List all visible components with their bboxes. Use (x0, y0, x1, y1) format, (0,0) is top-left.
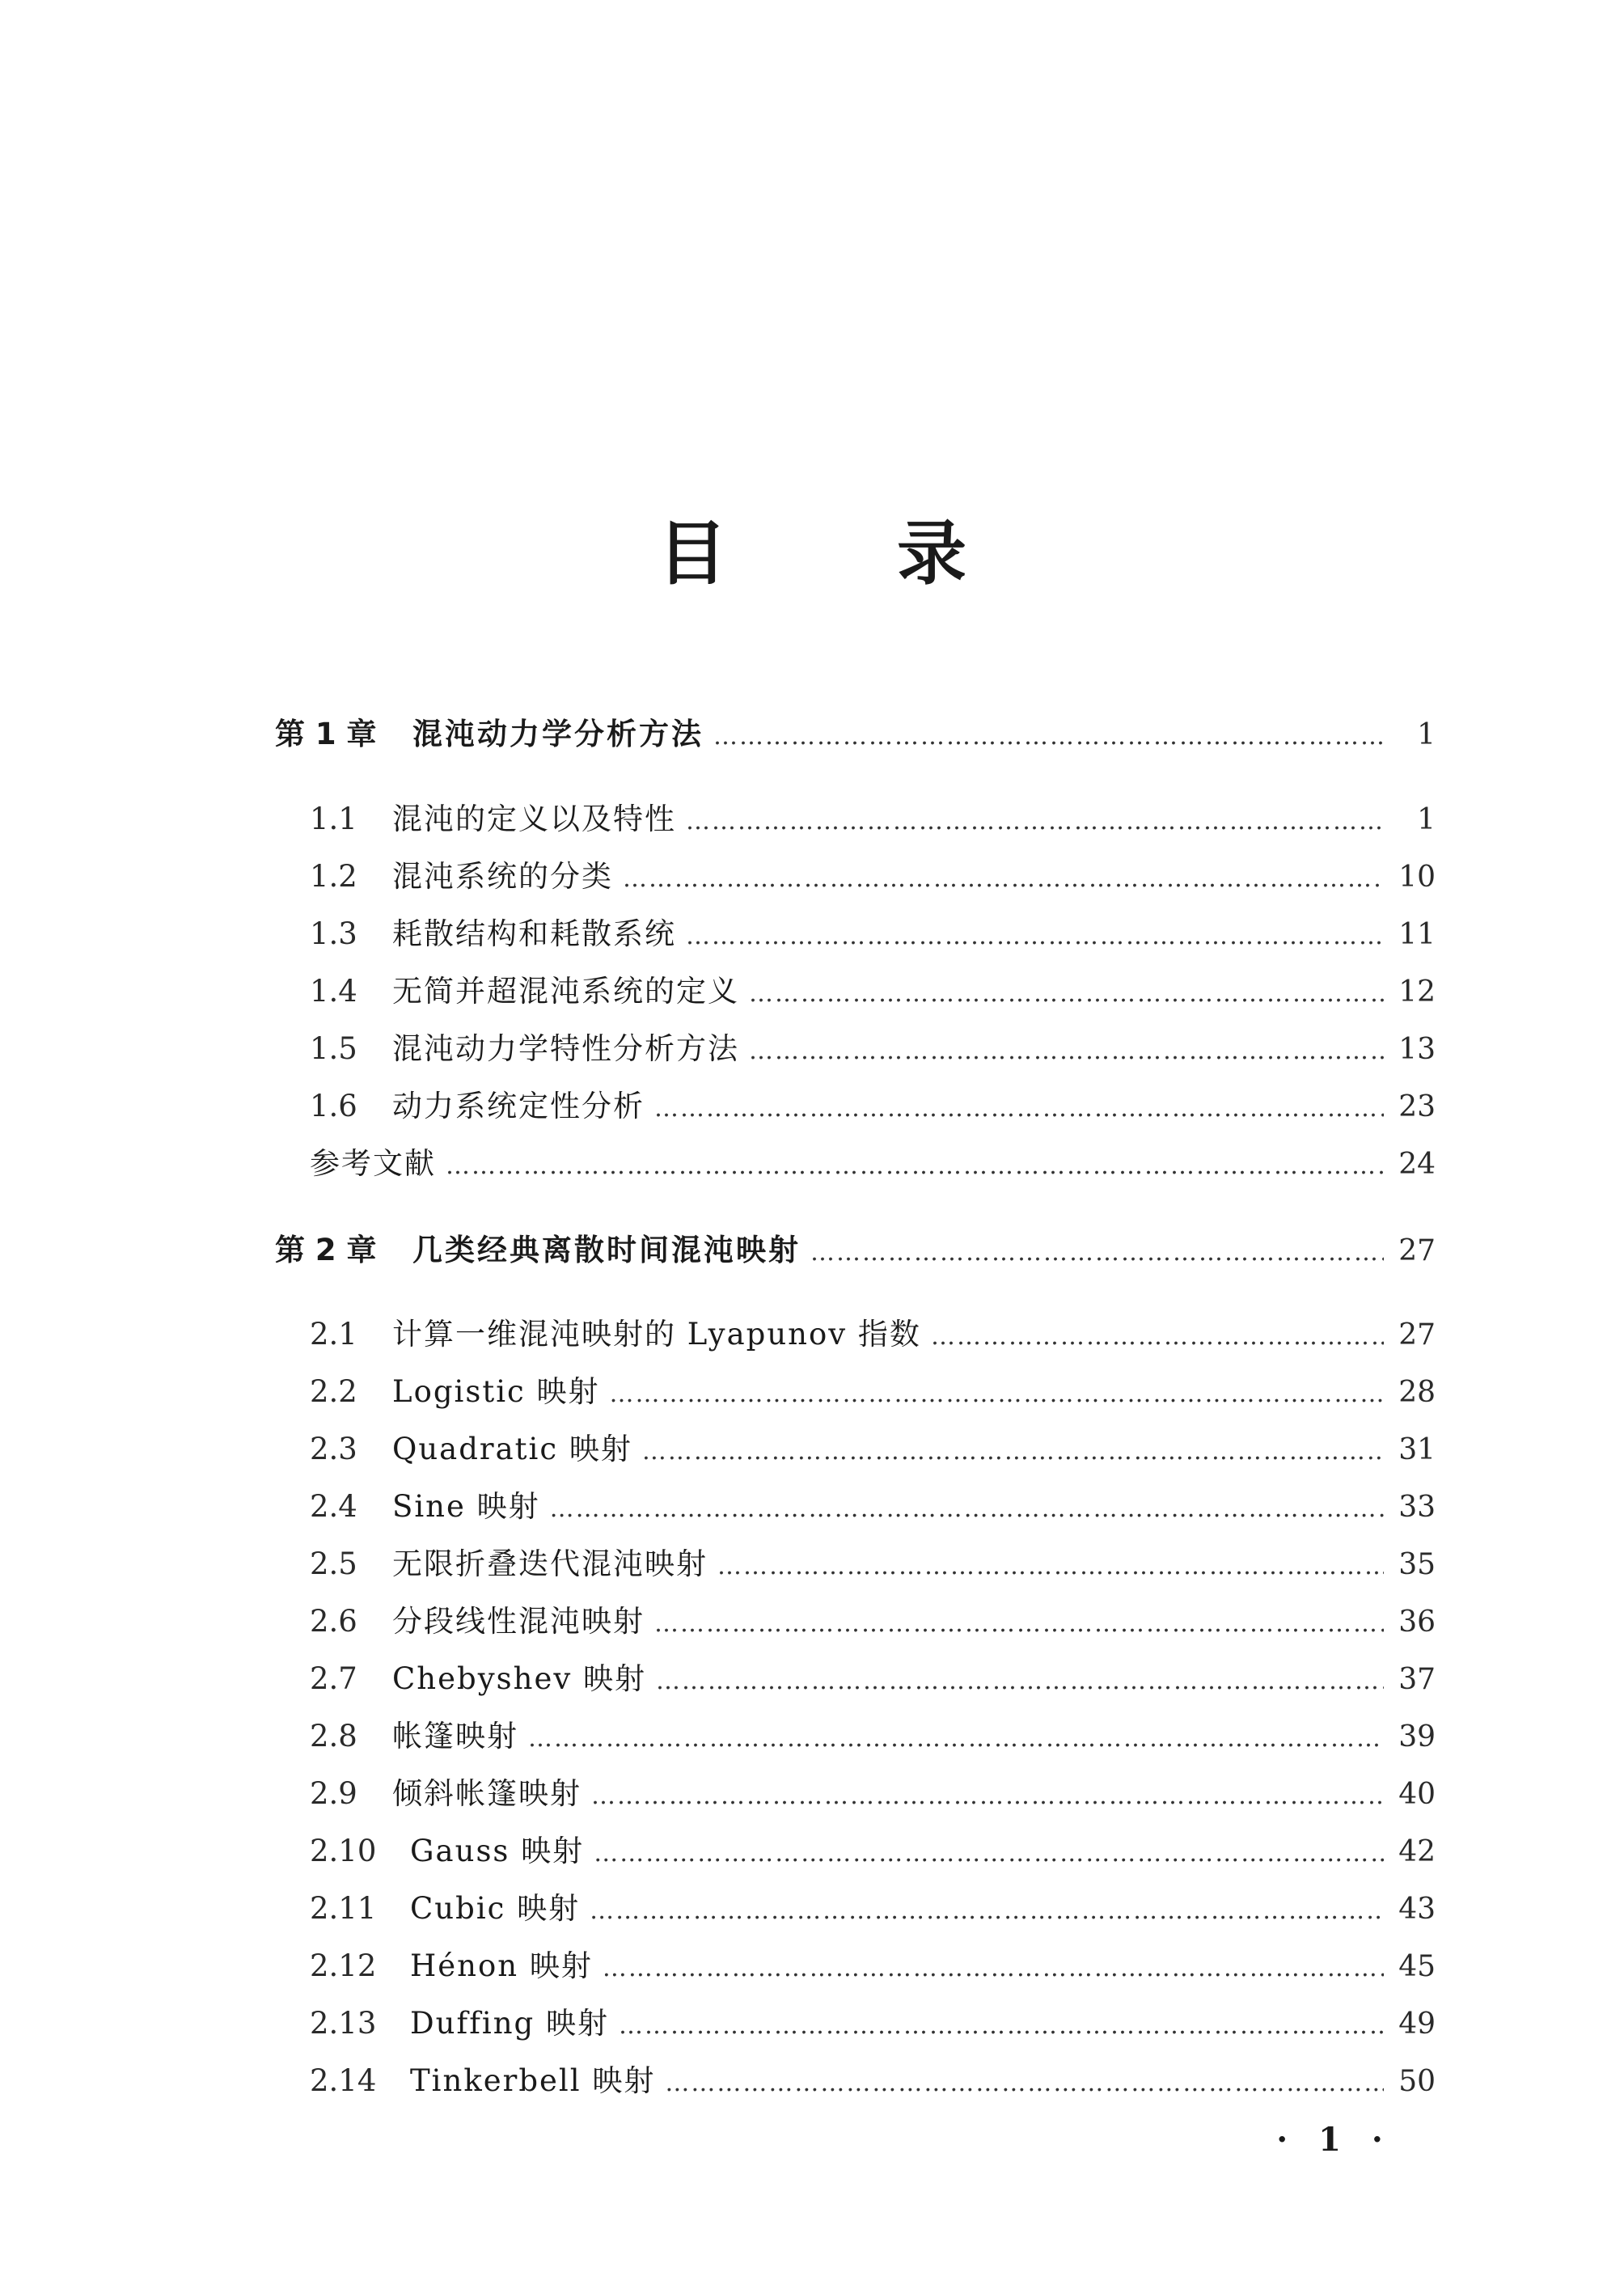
toc-section-2-9[interactable] (310, 1771, 1436, 1817)
section-number: 2.14 (310, 2063, 377, 2098)
chapter-number: 第 1 章 (275, 717, 377, 751)
dot-leader (446, 1144, 1384, 1189)
section-number: 1.4 (310, 974, 357, 1009)
section-title: Chebyshev 映射 (392, 1661, 647, 1696)
page-number: 10 (1398, 861, 1436, 894)
toc-section-1-2[interactable] (310, 854, 1436, 899)
dot-leader (749, 971, 1384, 1017)
section-number: 2.4 (310, 1489, 357, 1524)
section-number: 2.9 (310, 1776, 357, 1811)
page-number: 28 (1398, 1376, 1436, 1409)
toc-section-2-11[interactable] (310, 1886, 1436, 1931)
dot-leader (623, 857, 1384, 902)
page-number: 33 (1398, 1491, 1436, 1524)
section-title: Hénon 映射 (410, 1948, 593, 1983)
section-title: 参考文献 (310, 1146, 436, 1181)
page-number: 12 (1398, 975, 1436, 1009)
toc-section-2-14[interactable] (310, 2058, 1436, 2104)
toc-section-1-3[interactable] (310, 912, 1436, 957)
page-number: 37 (1398, 1663, 1436, 1696)
dot-leader (528, 1716, 1384, 1762)
toc-references-1[interactable] (310, 1141, 1436, 1187)
dot-leader (686, 914, 1384, 959)
section-title: Sine 映射 (392, 1489, 540, 1524)
toc-chapter-2[interactable] (275, 1228, 1436, 1273)
section-number: 1.1 (310, 802, 357, 836)
dot-leader (590, 1889, 1384, 1934)
toc-section-2-5[interactable] (310, 1542, 1436, 1587)
section-title: 混沌的定义以及特性 (392, 802, 676, 836)
dot-leader (550, 1487, 1385, 1532)
toc-section-2-7[interactable] (310, 1656, 1436, 1702)
section-title: 帐篷映射 (392, 1719, 518, 1754)
section-number: 1.3 (310, 916, 357, 951)
toc-section-2-4[interactable] (310, 1484, 1436, 1529)
section-number: 2.10 (310, 1834, 377, 1868)
page-number: 1 (1417, 803, 1436, 836)
section-title: 动力系统定性分析 (392, 1089, 645, 1123)
section-title: 混沌系统的分类 (392, 859, 613, 894)
dot-leader (619, 2003, 1384, 2049)
dot-leader (810, 1230, 1384, 1276)
dot-leader (686, 799, 1385, 844)
toc-section-2-1[interactable] (310, 1312, 1436, 1357)
section-number: 2.7 (310, 1661, 357, 1696)
toc-chapter-1[interactable] (275, 712, 1436, 757)
section-title: 混沌动力学特性分析方法 (392, 1031, 739, 1066)
toc-section-2-2[interactable] (310, 1369, 1436, 1415)
section-title: Tinkerbell 映射 (410, 2063, 656, 2098)
page-number: 45 (1398, 1950, 1436, 1983)
dot-leader (931, 1314, 1384, 1360)
dot-leader (749, 1029, 1384, 1074)
page-number: 36 (1398, 1606, 1436, 1639)
page-number: 24 (1398, 1148, 1436, 1181)
page-number: 27 (1398, 1318, 1436, 1352)
chapter-title: 几类经典离散时间混沌映射 (412, 1233, 801, 1267)
section-title: 倾斜帐篷映射 (392, 1776, 582, 1811)
toc-section-1-6[interactable] (310, 1084, 1436, 1129)
footer-page-number: · 1 · (1276, 2121, 1393, 2159)
dot-leader (642, 1429, 1384, 1474)
toc-section-2-8[interactable] (310, 1714, 1436, 1759)
page-number: 50 (1398, 2065, 1436, 2098)
section-title: Quadratic 映射 (392, 1432, 632, 1466)
section-number: 2.5 (310, 1546, 357, 1581)
dot-leader (665, 2061, 1384, 2106)
section-number: 1.6 (310, 1089, 357, 1123)
section-title: 耗散结构和耗散系统 (392, 916, 676, 951)
dot-leader (610, 1372, 1385, 1417)
section-title: 计算一维混沌映射的 Lyapunov 指数 (392, 1317, 921, 1352)
page-number: 31 (1398, 1433, 1436, 1466)
section-number: 2.1 (310, 1317, 357, 1352)
toc-section-1-5[interactable] (310, 1026, 1436, 1072)
section-number: 2.13 (310, 2006, 377, 2041)
toc-section-2-12[interactable] (310, 1944, 1436, 1989)
dot-leader (713, 714, 1385, 759)
dot-leader (594, 1831, 1384, 1876)
dot-leader (603, 1946, 1384, 1991)
toc-section-2-3[interactable] (310, 1427, 1436, 1472)
section-title: Duffing 映射 (410, 2006, 609, 2041)
dot-leader (654, 1086, 1384, 1132)
section-title: 分段线性混沌映射 (392, 1604, 645, 1639)
page-number: 27 (1398, 1234, 1436, 1267)
toc-section-1-4[interactable] (310, 969, 1436, 1014)
toc-section-1-1[interactable] (310, 797, 1436, 842)
section-number: 2.2 (310, 1374, 357, 1409)
section-number: 2.8 (310, 1719, 357, 1754)
section-title: 无简并超混沌系统的定义 (392, 974, 739, 1009)
toc-section-2-10[interactable] (310, 1829, 1436, 1874)
page-number: 39 (1398, 1720, 1436, 1754)
chapter-title: 混沌动力学分析方法 (412, 717, 704, 751)
dot-leader (717, 1544, 1384, 1589)
page-number: 23 (1398, 1090, 1436, 1123)
page-number: 13 (1398, 1033, 1436, 1066)
section-title: Cubic 映射 (410, 1891, 581, 1926)
page-number: 11 (1398, 918, 1436, 951)
page-number: 35 (1398, 1548, 1436, 1581)
section-number: 2.11 (310, 1891, 377, 1926)
section-number: 2.12 (310, 1948, 377, 1983)
section-number: 1.5 (310, 1031, 357, 1066)
section-number: 2.6 (310, 1604, 357, 1639)
page-number: 1 (1417, 718, 1436, 751)
section-title: 无限折叠迭代混沌映射 (392, 1546, 708, 1581)
toc-section-2-6[interactable] (310, 1599, 1436, 1644)
page-title: 目 录 (658, 513, 1039, 594)
dot-leader (591, 1774, 1384, 1819)
section-number: 1.2 (310, 859, 357, 894)
chapter-number: 第 2 章 (275, 1233, 377, 1267)
page-number: 40 (1398, 1778, 1436, 1811)
section-title: Logistic 映射 (392, 1374, 600, 1409)
section-title: Gauss 映射 (410, 1834, 585, 1868)
toc-section-2-13[interactable] (310, 2001, 1436, 2046)
section-number: 2.3 (310, 1432, 357, 1466)
page-number: 42 (1398, 1835, 1436, 1868)
dot-leader (654, 1601, 1384, 1647)
page-number: 43 (1398, 1893, 1436, 1926)
page-number: 49 (1398, 2007, 1436, 2041)
dot-leader (656, 1659, 1384, 1704)
